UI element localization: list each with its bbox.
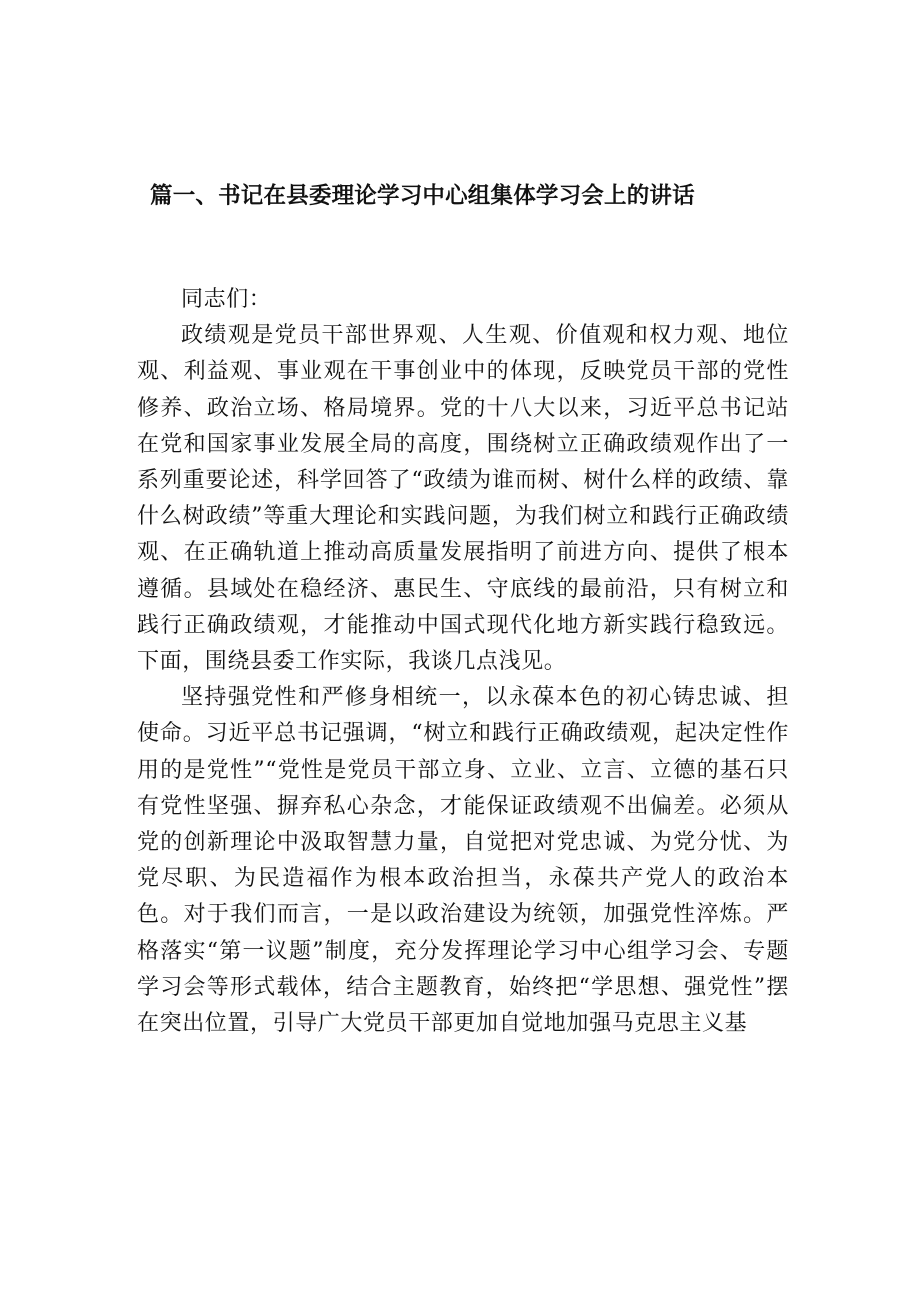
paragraph-introduction: 政绩观是党员干部世界观、人生观、价值观和权力观、地位观、利益观、事业观在干事创业中的体现，反映党员干部的党性修养、政治立场、格局境界。党的十八大以来，习近平总书记站在党和国家事业发展全局的高度，围绕树立正确政绩观作出了一系列重要论述，科学回答了“政绩为谁而树、树什么样的政绩、靠什么树政绩”等重大理论和实践问题，为我们树立和践行正确政绩观、在正确轨道上推动高质量发展指明了前进方向、提供了根本遵循。县域处在稳经济、惠民生、守底线的最前沿，只有树立和践行正确政绩观，才能推动中国式现代化地方新实践行稳致远。下面，围绕县委工作实际，我谈几点浅见。 <box>137 323 789 675</box>
document-body <box>137 282 789 1042</box>
document-title: 篇一、书记在县委理论学习中心组集体学习会上的讲话 <box>150 183 695 209</box>
paragraph-party-spirit: 坚持强党性和严修身相统一，以永葆本色的初心铸忠诚、担使命。习近平总书记强调，“树立和践行正确政绩观，起决定性作用的是党性”“党性是党员干部立身、立业、立言、立德的基石只有党性坚强、摒弃私心杂念，才能保证政绩观不出偏差。必须从党的创新理论中汲取智慧力量，自觉把对党忠诚、为党分忧、为党尽职、为民造福作为根本政治担当，永葆共产党人的政治本色。对于我们而言，一是以政治建设为统领，加强党性淬炼。严格落实“第一议题”制度，充分发挥理论学习中心组学习会、专题学习会等形式载体，结合主题教育，始终把“学思想、强党性”摆在突出位置，引导广大党员干部更加自觉地加强马克思主义基 <box>137 685 789 1037</box>
salutation: 同志们： <box>181 287 272 312</box>
